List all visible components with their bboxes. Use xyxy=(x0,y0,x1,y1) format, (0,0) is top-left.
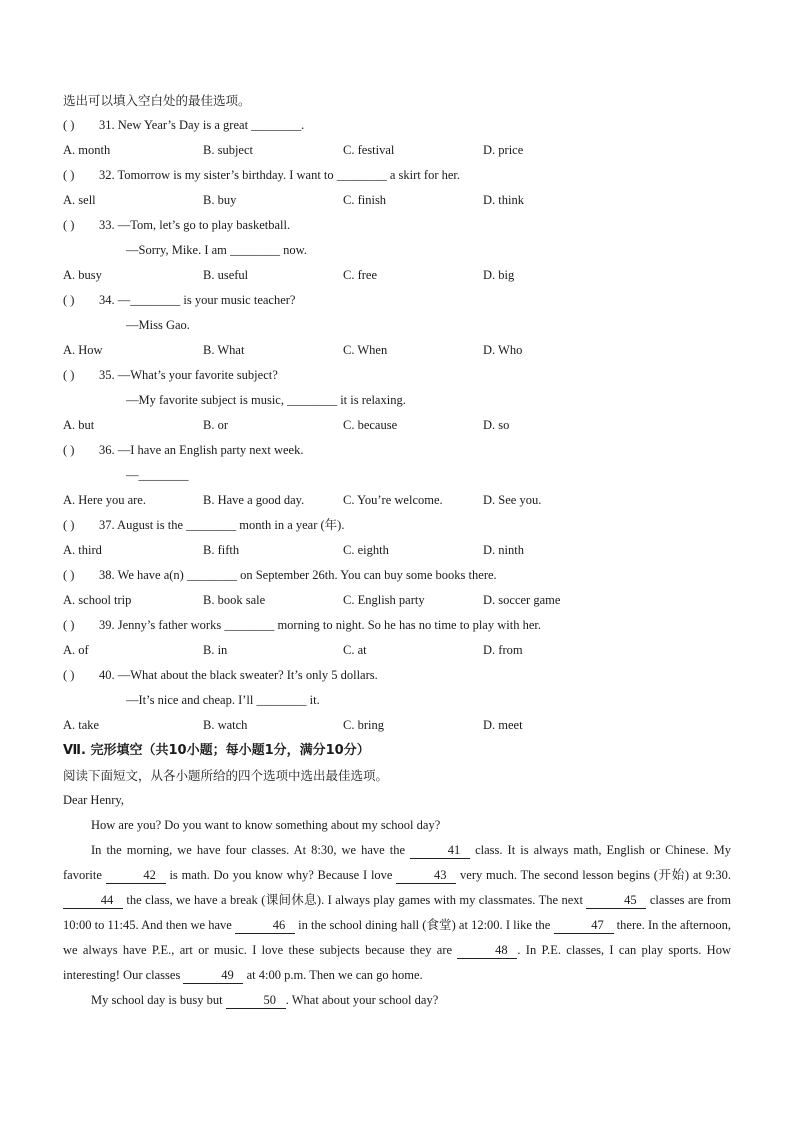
option-item[interactable]: C. at xyxy=(343,643,367,657)
option-item[interactable]: A. busy xyxy=(63,268,102,282)
question-text: 40. —What about the black sweater? It’s only 5 dollars. xyxy=(99,668,378,682)
question-dialogue-line xyxy=(63,313,731,338)
option-item[interactable]: A. school trip xyxy=(63,593,132,607)
option-item[interactable]: B. Have a good day. xyxy=(203,493,305,507)
cloze-blank[interactable]: 42 xyxy=(106,867,166,884)
option-row xyxy=(63,188,731,213)
letter-paragraph-2: In the morning, we have four classes. At 8:30, we have the 41 class. It is always math, English or Chinese. My favorite 42 is math. Do you know why? Because I love 43 very much. The second lesson begins (开始) at 9:30. 44 the class, we have a break (课间休息). I always play games with my classmates. The next 45 classes are from 10:00 to 11:45. And then we have 46 in the school dining hall (食堂) at 12:00. I like the 47 there. In the afternoon, we always have P.E., art or music. I love these subjects because they are 48 . In P.E. classes, I can play sports. How interesting! Our classes 49 at 4:00 p.m. Then we can go home. xyxy=(63,843,732,982)
question-stem xyxy=(63,613,731,638)
cloze-section-title: Ⅶ. 完形填空（共10小题；每小题1分，满分10分） xyxy=(63,743,370,758)
answer-paren[interactable]: ( ) xyxy=(63,168,75,182)
option-item[interactable]: A. How xyxy=(63,343,103,357)
option-item[interactable]: B. or xyxy=(203,418,228,432)
question-dialogue-line xyxy=(63,463,731,488)
question-text: 39. Jenny’s father works ________ morning to night. So he has no time to play with her. xyxy=(99,618,541,632)
question-text: 35. —What’s your favorite subject? xyxy=(99,368,278,382)
question-text: 31. New Year’s Day is a great ________. xyxy=(99,118,305,132)
option-item[interactable]: C. eighth xyxy=(343,543,389,557)
option-row xyxy=(63,138,731,163)
option-item[interactable]: B. buy xyxy=(203,193,237,207)
question-stem xyxy=(63,113,731,138)
option-row xyxy=(63,488,731,513)
answer-paren[interactable]: ( ) xyxy=(63,443,75,457)
option-item[interactable]: C. You’re welcome. xyxy=(343,493,443,507)
option-row xyxy=(63,638,731,663)
option-item[interactable]: C. finish xyxy=(343,193,387,207)
question-dialogue-line xyxy=(63,238,731,263)
question-text: 33. —Tom, let’s go to play basketball. xyxy=(99,218,291,232)
cloze-blank[interactable]: 41 xyxy=(410,842,470,859)
question-text: —It’s nice and cheap. I’ll ________ it. xyxy=(126,693,320,707)
option-item[interactable]: A. third xyxy=(63,543,102,557)
question-text: —Sorry, Mike. I am ________ now. xyxy=(126,243,307,257)
option-item[interactable]: C. When xyxy=(343,343,388,357)
answer-paren[interactable]: ( ) xyxy=(63,118,75,132)
question-stem xyxy=(63,288,731,313)
letter-paragraph-3: My school day is busy but 50 . What about your school day? xyxy=(91,993,439,1007)
option-row xyxy=(63,713,731,738)
option-item[interactable]: A. of xyxy=(63,643,89,657)
question-text: 38. We have a(n) ________ on September 26th. You can buy some books there. xyxy=(99,568,497,582)
option-row xyxy=(63,588,731,613)
option-item[interactable]: C. English party xyxy=(343,593,425,607)
cloze-blank[interactable]: 48 xyxy=(457,942,517,959)
option-item[interactable]: D. Who xyxy=(483,343,523,357)
option-item[interactable]: D. meet xyxy=(483,718,523,732)
question-text: 36. —I have an English party next week. xyxy=(99,443,304,457)
answer-paren[interactable]: ( ) xyxy=(63,618,75,632)
answer-paren[interactable]: ( ) xyxy=(63,568,75,582)
letter-paragraph-1: How are you? Do you want to know something about my school day? xyxy=(91,818,441,832)
option-item[interactable]: B. subject xyxy=(203,143,253,157)
option-item[interactable]: D. so xyxy=(483,418,510,432)
cloze-blank[interactable]: 47 xyxy=(554,917,614,934)
question-stem xyxy=(63,563,731,588)
option-item[interactable]: D. See you. xyxy=(483,493,542,507)
cloze-blank[interactable]: 45 xyxy=(586,892,646,909)
question-text: —Miss Gao. xyxy=(126,318,190,332)
option-item[interactable]: B. What xyxy=(203,343,245,357)
cloze-instruction: 阅读下面短文，从各小题所给的四个选项中选出最佳选项。 xyxy=(63,768,389,783)
question-text: 32. Tomorrow is my sister’s birthday. I want to ________ a skirt for her. xyxy=(99,168,461,182)
cloze-blank[interactable]: 46 xyxy=(235,917,295,934)
option-item[interactable]: A. but xyxy=(63,418,95,432)
option-row xyxy=(63,263,731,288)
cloze-blank[interactable]: 44 xyxy=(63,892,123,909)
question-stem xyxy=(63,513,731,538)
option-item[interactable]: D. soccer game xyxy=(483,593,561,607)
option-item[interactable]: C. free xyxy=(343,268,378,282)
question-text: —________ xyxy=(126,468,189,482)
answer-paren[interactable]: ( ) xyxy=(63,293,75,307)
question-stem xyxy=(63,213,731,238)
worksheet-page xyxy=(63,88,731,1013)
answer-paren[interactable]: ( ) xyxy=(63,218,75,232)
option-item[interactable]: D. think xyxy=(483,193,524,207)
option-item[interactable]: A. sell xyxy=(63,193,96,207)
answer-paren[interactable]: ( ) xyxy=(63,368,75,382)
question-text: 34. —________ is your music teacher? xyxy=(99,293,296,307)
question-stem xyxy=(63,363,731,388)
question-stem xyxy=(63,663,731,688)
option-item[interactable]: B. useful xyxy=(203,268,249,282)
option-row xyxy=(63,338,731,363)
question-text: —My favorite subject is music, ________ it is relaxing. xyxy=(126,393,406,407)
question-stem xyxy=(63,438,731,463)
option-item[interactable]: D. from xyxy=(483,643,523,657)
question-dialogue-line xyxy=(63,688,731,713)
answer-paren[interactable]: ( ) xyxy=(63,668,75,682)
option-item[interactable]: C. festival xyxy=(343,143,395,157)
option-item[interactable]: A. Here you are. xyxy=(63,493,146,507)
option-item[interactable]: D. price xyxy=(483,143,524,157)
cloze-blank[interactable]: 50 xyxy=(226,992,286,1009)
option-item[interactable]: D. ninth xyxy=(483,543,524,557)
option-item[interactable]: B. in xyxy=(203,643,228,657)
answer-paren[interactable]: ( ) xyxy=(63,518,75,532)
question-dialogue-line xyxy=(63,388,731,413)
cloze-blank[interactable]: 49 xyxy=(183,967,243,984)
option-item[interactable]: A. take xyxy=(63,718,100,732)
letter-salutation: Dear Henry, xyxy=(63,793,124,807)
option-item[interactable]: B. watch xyxy=(203,718,248,732)
option-item[interactable]: A. month xyxy=(63,143,111,157)
section-intro: 选出可以填入空白处的最佳选项。 xyxy=(63,93,251,108)
cloze-blank[interactable]: 43 xyxy=(396,867,456,884)
question-stem xyxy=(63,163,731,188)
option-row xyxy=(63,538,731,563)
question-list xyxy=(63,113,731,738)
option-item[interactable]: D. big xyxy=(483,268,515,282)
question-text: 37. August is the ________ month in a year (年). xyxy=(99,518,345,532)
option-item[interactable]: C. bring xyxy=(343,718,384,732)
option-row xyxy=(63,413,731,438)
option-item[interactable]: B. book sale xyxy=(203,593,266,607)
option-item[interactable]: B. fifth xyxy=(203,543,240,557)
option-item[interactable]: C. because xyxy=(343,418,398,432)
